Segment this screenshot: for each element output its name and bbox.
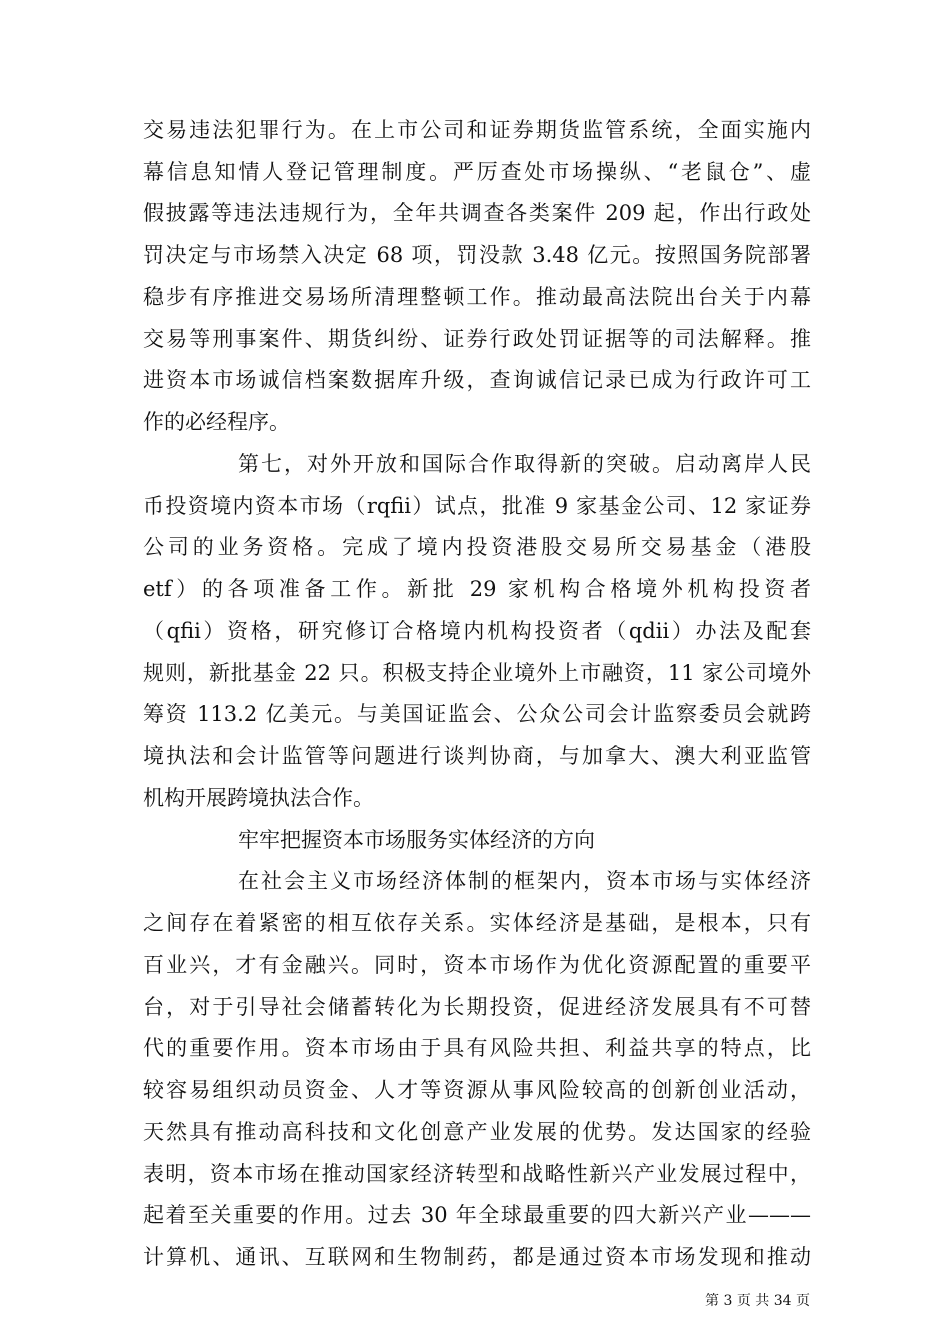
paragraph-1-line-7: 进资本市场诚信档案数据库升级，查询诚信记录已成为行政许可工 <box>143 368 811 392</box>
paragraph-2-line-3: 公司的业务资格。完成了境内投资港股交易所交易基金（港股 <box>143 535 811 559</box>
paragraph-2-line-5: （qfii）资格，研究修订合格境内机构投资者（qdii）办法及配套 <box>143 619 811 643</box>
paragraph-2-line-6: 规则，新批基金 22 只。积极支持企业境外上市融资，11 家公司境外 <box>143 661 811 685</box>
paragraph-3-line-3: 百业兴，才有金融兴。同时，资本市场作为优化资源配置的重要平 <box>143 953 811 977</box>
paragraph-3-line-6: 较容易组织动员资金、人才等资源从事风险较高的创新创业活动， <box>143 1078 811 1102</box>
paragraph-3-line-5: 代的重要作用。资本市场由于具有风险共担、利益共享的特点，比 <box>143 1036 811 1060</box>
paragraph-3-line-7: 天然具有推动高科技和文化创意产业发展的优势。发达国家的经验 <box>143 1120 811 1144</box>
paragraph-3-line-2: 之间存在着紧密的相互依存关系。实体经济是基础，是根本，只有 <box>143 911 811 935</box>
paragraph-1-line-6: 交易等刑事案件、期货纠纷、证券行政处罚证据等的司法解释。推 <box>143 327 811 351</box>
paragraph-2-line-7: 筹资 113.2 亿美元。与美国证监会、公众公司会计监察委员会就跨 <box>143 702 811 726</box>
paragraph-2-line-8: 境执法和会计监管等问题进行谈判协商，与加拿大、澳大利亚监管 <box>143 744 811 768</box>
paragraph-1-line-8: 作的必经程序。 <box>143 410 290 434</box>
paragraph-1-line-1: 交易违法犯罪行为。在上市公司和证券期货监管系统，全面实施内 <box>143 118 811 142</box>
paragraph-3-line-10: 计算机、通讯、互联网和生物制药，都是通过资本市场发现和推动 <box>143 1245 811 1269</box>
paragraph-1-line-2: 幕信息知情人登记管理制度。严厉查处市场操纵、“老鼠仓”、虚 <box>143 160 811 184</box>
paragraph-1-line-3: 假披露等违法违规行为，全年共调查各类案件 209 起，作出行政处 <box>143 201 811 225</box>
paragraph-3-line-9: 起着至关重要的作用。过去 30 年全球最重要的四大新兴产业——— <box>143 1203 811 1227</box>
paragraph-1-line-4: 罚决定与市场禁入决定 68 项，罚没款 3.48 亿元。按照国务院部署 <box>143 243 811 267</box>
page-number-footer: 第 3 页 共 34 页 <box>705 1293 810 1309</box>
paragraph-2-line-9: 机构开展跨境执法合作。 <box>143 786 374 810</box>
paragraph-2-line-2: 币投资境内资本市场（rqfii）试点，批准 9 家基金公司、12 家证券 <box>143 494 811 518</box>
paragraph-1-line-5: 稳步有序推进交易场所清理整顿工作。推动最高法院出台关于内幕 <box>143 285 811 309</box>
paragraph-2-line-1: 第七，对外开放和国际合作取得新的突破。启动离岸人民 <box>238 452 811 476</box>
paragraph-2-line-4: etf）的各项准备工作。新批 29 家机构合格境外机构投资者 <box>143 577 811 601</box>
paragraph-3-line-1: 在社会主义市场经济体制的框架内，资本市场与实体经济 <box>238 869 811 893</box>
paragraph-3-line-8: 表明，资本市场在推动国家经济转型和战略性新兴产业发展过程中， <box>143 1162 811 1186</box>
paragraph-3-line-4: 台，对于引导社会储蓄转化为长期投资，促进经济发展具有不可替 <box>143 995 811 1019</box>
section-heading: 牢牢把握资本市场服务实体经济的方向 <box>238 828 595 852</box>
